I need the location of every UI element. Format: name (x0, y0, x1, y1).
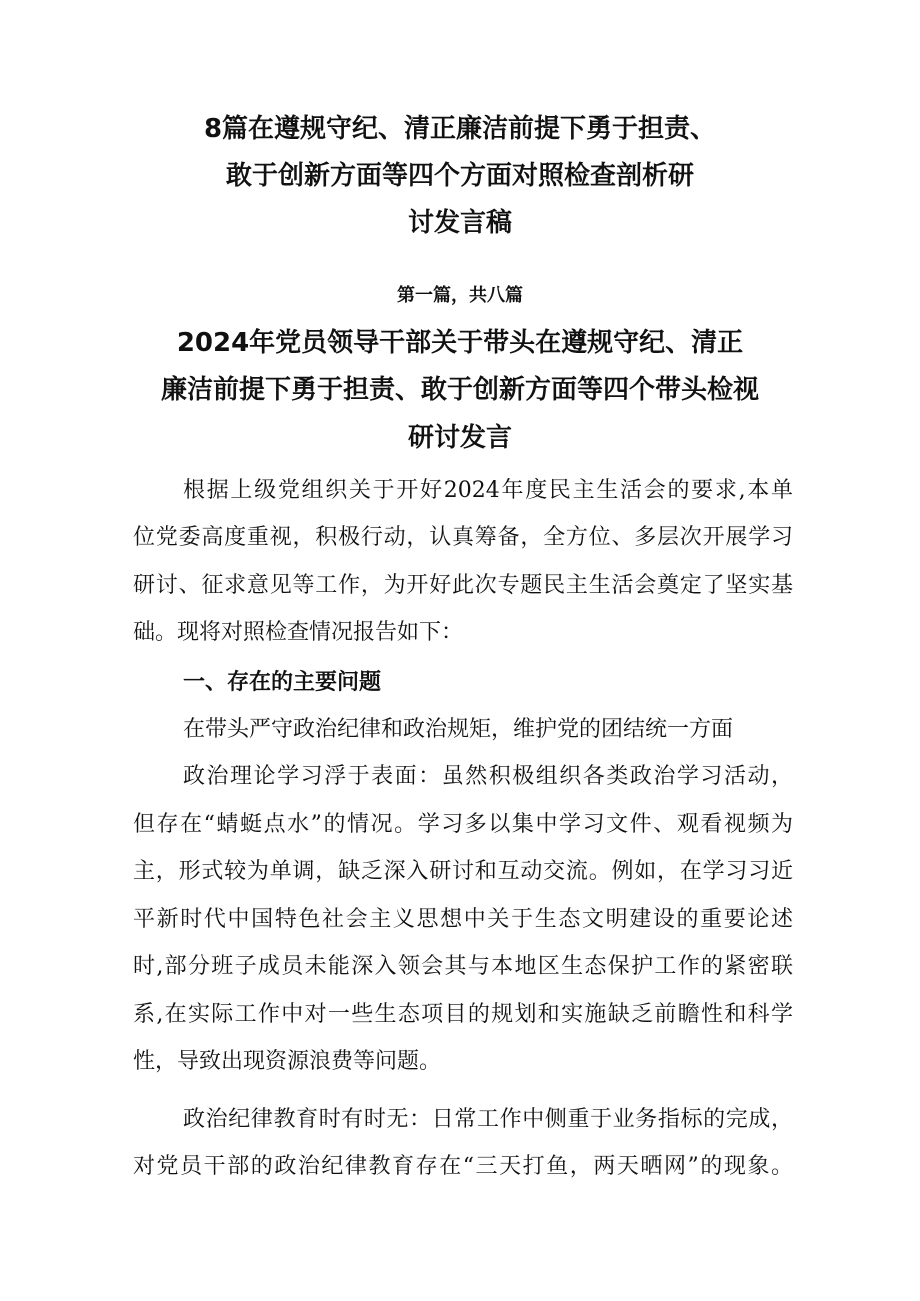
paragraph-line: 础。现将对照检查情况报告如下： (133, 620, 464, 645)
document-title-line-2: 敢于创新方面等四个方面对照检查剖析研 (225, 161, 694, 191)
paragraph-line: 政治理论学习浮于表面：虽然积极组织各类政治学习活动， (183, 764, 793, 789)
section-label: 第一篇，共八篇 (397, 285, 523, 306)
paragraph-line: 位党委高度重视，积极行动，认真筹备，全方位、多层次开展学习 (133, 525, 793, 550)
document-title-line-1: 8篇在遵规守纪、清正廉洁前提下勇于担责、 (203, 114, 717, 144)
paragraph-line: 在带头严守政治纪律和政治规矩，维护党的团结统一方面 (183, 717, 734, 742)
paragraph-line: 研讨、征求意见等工作，为开好此次专题民主生活会奠定了坚实基 (133, 573, 793, 598)
section-title-line-3: 研讨发言 (407, 423, 512, 453)
paragraph-line: 平新时代中国特色社会主义思想中关于生态文明建设的重要论述 (133, 907, 793, 932)
paragraph-line: 但存在“蜻蜓点水”的情况。学习多以集中学习文件、观看视频为 (133, 812, 793, 837)
document-title-line-3: 讨发言稿 (407, 208, 512, 238)
paragraph-line: 根据上级党组织关于开好2024年度民主生活会的要求,本单 (183, 478, 793, 503)
paragraph-line: 对党员干部的政治纪律教育存在“三天打鱼，两天晒网”的现象。 (133, 1154, 793, 1179)
paragraph-line: 政治纪律教育时有时无：日常工作中侧重于业务指标的完成， (183, 1107, 793, 1132)
section-title-line-1: 2024年党员领导干部关于带头在遵规守纪、清正 (176, 328, 744, 358)
paragraph-line: 性，导致出现资源浪费等问题。 (133, 1049, 442, 1074)
section-title-line-2: 廉洁前提下勇于担责、敢于创新方面等四个带头检视 (160, 375, 759, 405)
section-heading: 一、存在的主要问题 (183, 669, 382, 695)
paragraph-line: 时,部分班子成员未能深入领会其与本地区生态保护工作的紧密联 (133, 954, 793, 979)
paragraph-line: 系,在实际工作中对一些生态项目的规划和实施缺乏前瞻性和科学 (133, 1002, 793, 1027)
paragraph-line: 主，形式较为单调，缺乏深入研讨和互动交流。例如，在学习习近 (133, 859, 793, 884)
